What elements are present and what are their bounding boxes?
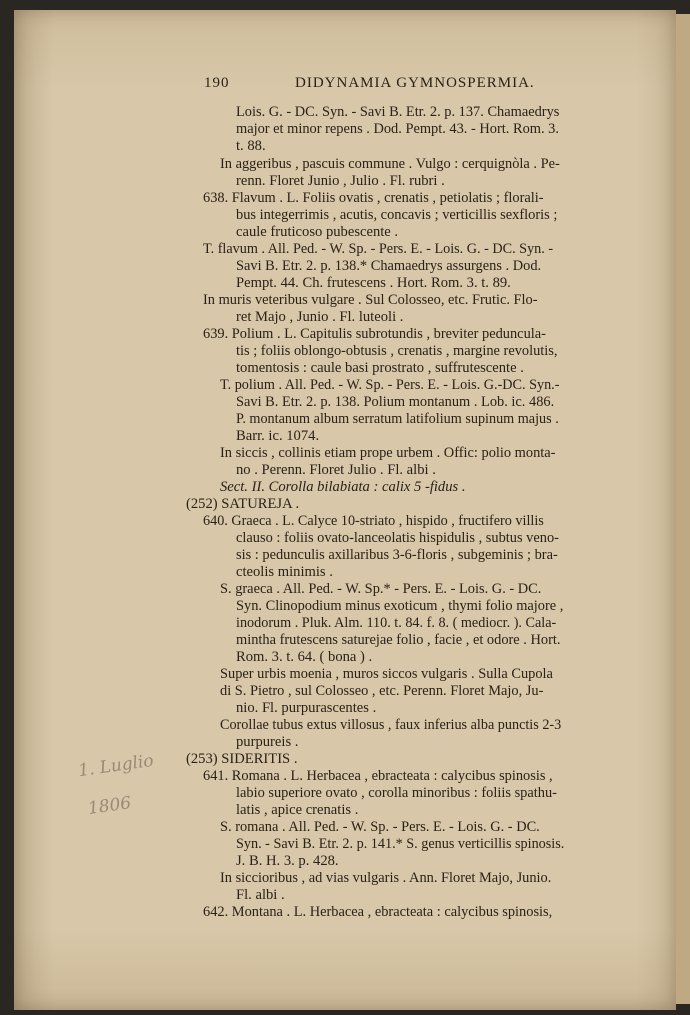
text-line: tomentosis : caule basi prostrato , suffrutescente . xyxy=(236,360,524,376)
text-line: S. romana . All. Ped. - W. Sp. - Pers. E. - Lois. G. - DC. xyxy=(220,819,540,835)
text-line: Savi B. Etr. 2. p. 138.* Chamaedrys assurgens . Dod. xyxy=(236,258,542,274)
text-line: Barr. ic. 1074. xyxy=(236,428,320,444)
text-line: sis : pedunculis axillaribus 3-6-floris , subgeminis ; bra- xyxy=(236,547,558,563)
text-line: nio. Fl. purpurascentes . xyxy=(236,700,377,716)
entry-heading: 639. Polium . L. Capitulis subrotundis , breviter peduncula- xyxy=(203,326,546,342)
text-line: Fl. albi . xyxy=(236,887,285,903)
text-line: tis ; foliis oblongo-obtusis , crenatis , margine revolutis, xyxy=(236,343,558,359)
text-line: inodorum . Pluk. Alm. 110. t. 84. f. 8. ( mediocr. ). Cala- xyxy=(236,615,557,631)
text-line: T. flavum . All. Ped. - W. Sp. - Pers. E. - Lois. G. - DC. Syn. - xyxy=(203,241,554,257)
text-line: Pempt. 44. Ch. frutescens . Hort. Rom. 3. t. 89. xyxy=(236,275,511,291)
entry-heading: 638. Flavum . L. Foliis ovatis , crenatis , petiolatis ; florali- xyxy=(203,190,544,206)
text-line: purpureis . xyxy=(236,734,299,750)
genus-heading: (253) SIDERITIS . xyxy=(186,751,298,767)
text-line: ret Majo , Junio . Fl. luteoli . xyxy=(236,309,404,325)
text-line: T. polium . All. Ped. - W. Sp. - Pers. E. - Lois. G.-DC. Syn.- xyxy=(220,377,560,393)
text-line: major et minor repens . Dod. Pempt. 43. - Hort. Rom. 3. xyxy=(236,121,559,137)
text-line: S. graeca . All. Ped. - W. Sp.* - Pers. E. - Lois. G. - DC. xyxy=(220,581,542,597)
running-title: DIDYNAMIA GYMNOSPERMIA. xyxy=(295,75,535,91)
text-line: di S. Pietro , sul Colosseo , etc. Perenn. Floret Majo, Ju- xyxy=(220,683,544,699)
entry-heading: 641. Romana . L. Herbacea , ebracteata : calycibus spinosis , xyxy=(203,768,553,784)
text-line: bus integerrimis , acutis, concavis ; verticillis sexfloris ; xyxy=(236,207,558,223)
text-line: Syn. - Savi B. Etr. 2. p. 141.* S. genus verticillis spinosis. xyxy=(236,836,565,852)
text-line: J. B. H. 3. p. 428. xyxy=(236,853,339,869)
page-number: 190 xyxy=(204,75,230,91)
text-line: P. montanum album serratum latifolium supinum majus . xyxy=(236,411,559,427)
handwritten-year-note: 1806 xyxy=(86,793,133,819)
handwritten-date-note: 1. Luglio xyxy=(76,750,155,782)
text-line: In siccioribus , ad vias vulgaris . Ann. Floret Majo, Junio. xyxy=(220,870,552,886)
text-line: no . Perenn. Floret Julio . Fl. albi . xyxy=(236,462,436,478)
text-line: mintha frutescens saturejae folio , facie , et odore . Hort. xyxy=(236,632,561,648)
text-line: Corollae tubus extus villosus , faux inferius alba punctis 2-3 xyxy=(220,717,562,733)
genus-heading: (252) SATUREJA . xyxy=(186,496,300,512)
text-line: Lois. G. - DC. Syn. - Savi B. Etr. 2. p. 137. Chamaedrys xyxy=(236,104,560,120)
text-line: Savi B. Etr. 2. p. 138. Polium montanum . Lob. ic. 486. xyxy=(236,394,555,410)
text-line: Rom. 3. t. 64. ( bona ) . xyxy=(236,649,373,665)
text-line: clauso : foliis ovato-lanceolatis hispidulis , subtus veno- xyxy=(236,530,559,546)
text-line: caule fruticoso pubescente . xyxy=(236,224,399,240)
text-line: Super urbis moenia , muros siccos vulgaris . Sulla Cupola xyxy=(220,666,553,682)
text-line: Syn. Clinopodium minus exoticum , thymi folio majore , xyxy=(236,598,564,614)
section-heading: Sect. II. Corolla bilabiata : calix 5 -fidus . xyxy=(220,479,466,495)
text-line: renn. Floret Junio , Julio . Fl. rubri . xyxy=(236,173,445,189)
entry-heading: 640. Graeca . L. Calyce 10-striato , hispido , fructifero villis xyxy=(203,513,544,529)
text-line: In siccis , collinis etiam prope urbem . Offic: polio monta- xyxy=(220,445,556,461)
text-line: latis , apice crenatis . xyxy=(236,802,359,818)
text-line: In muris veteribus vulgare . Sul Colosseo, etc. Frutic. Flo- xyxy=(203,292,538,308)
text-line: t. 88. xyxy=(236,138,266,154)
text-line: In aggeribus , pascuis commune . Vulgo : cerquignòla . Pe- xyxy=(220,156,560,172)
text-line: labio superiore ovato , corolla minoribus : foliis spathu- xyxy=(236,785,557,801)
entry-heading: 642. Montana . L. Herbacea , ebracteata : calycibus spinosis, xyxy=(203,904,553,920)
text-line: cteolis minimis . xyxy=(236,564,333,580)
